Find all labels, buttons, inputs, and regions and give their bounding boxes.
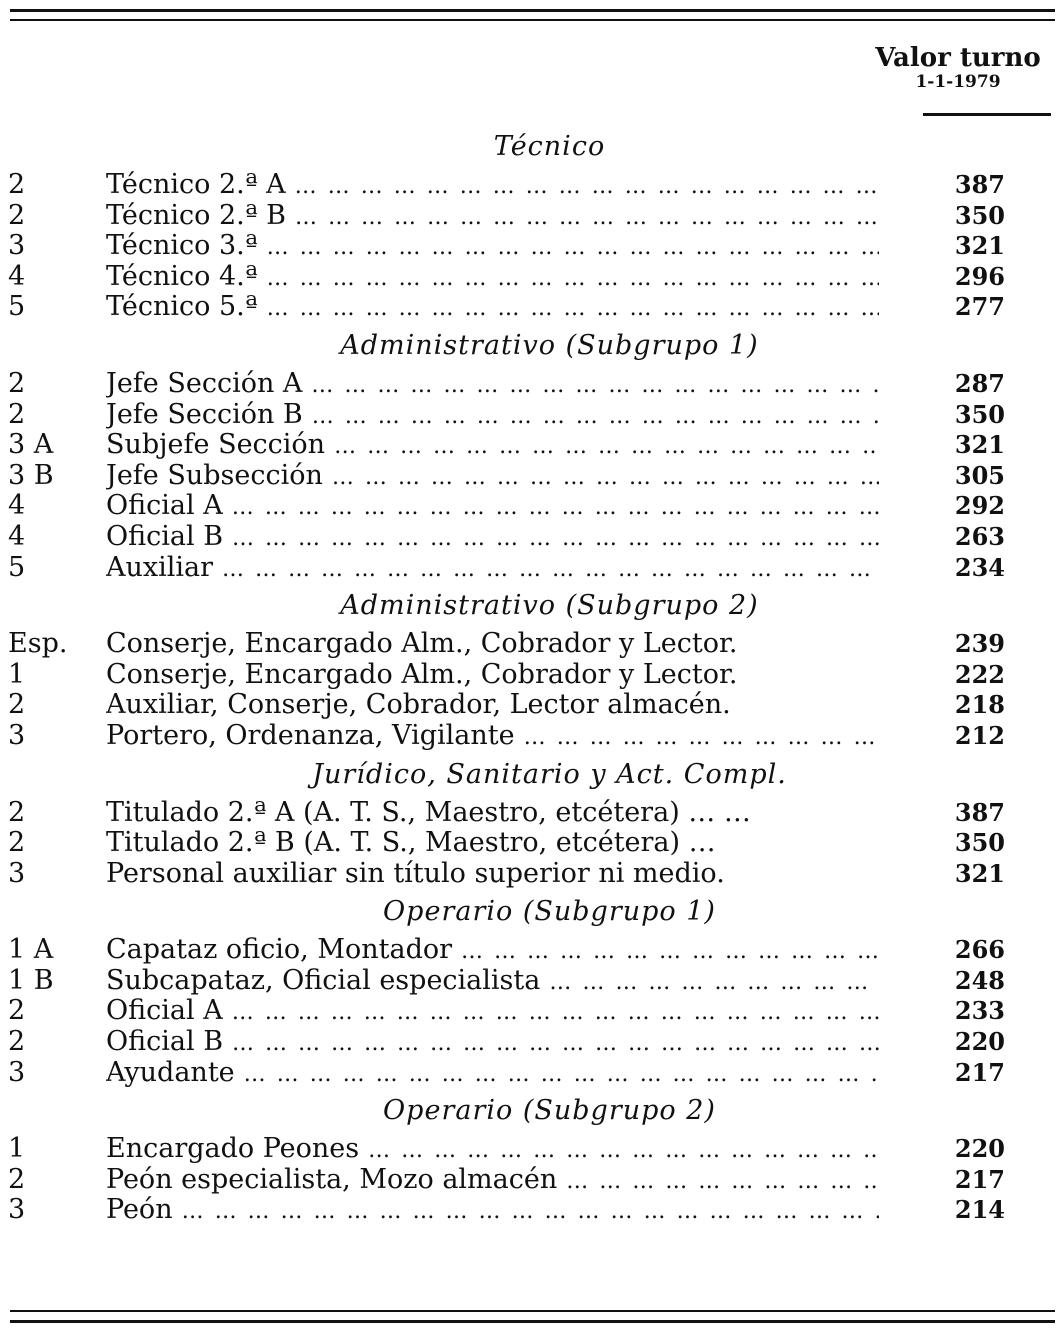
shift-value: 220 [954,1134,1005,1164]
category-description: Subjefe Sección … … … … … … … … … … … … … … … … … … … … … … … … … … … … … … … … … [106,430,879,463]
section-title: Administrativo (Subgrupo 2) [340,590,759,622]
category-description: Auxiliar, Conserje, Cobrador, Lector almacén. [106,690,731,721]
table-row [0,966,1059,997]
shift-value: 217 [954,1164,1005,1194]
table-row [0,996,1059,1027]
shift-value: 305 [954,460,1005,490]
table-row [0,798,1059,829]
category-description: Técnico 3.ª … … … … … … … … … … … … … … … … … … … … … … … … … … … … … … … … … [106,231,879,264]
group-code: 3 [8,230,26,262]
table-row [0,859,1059,890]
group-code: 2 [8,169,26,200]
group-code: 2 [8,995,26,1027]
group-code: 3 [8,1056,26,1088]
value-column-date: 1-1-1979 [915,72,1001,92]
category-description: Oficial B … … … … … … … … … … … … … … … … … … … … … … … … … … … … … … … … … [106,522,879,555]
shift-value: 321 [954,858,1005,888]
section-title: Jurídico, Sanitario y Act. Compl. [312,758,787,790]
category-description: Subcapataz, Oficial especialista … … … … … … … … … … … … … … … … … … … … … … … … … … … … … … … … … [106,966,879,999]
group-code: 2 [8,367,26,399]
shift-value: 387 [954,170,1005,199]
section-title: Operario (Subgrupo 2) [383,1095,716,1127]
shift-value: 350 [954,200,1005,230]
table-row [0,430,1059,461]
section-title: Operario (Subgrupo 1) [383,896,716,928]
category-description: Ayudante … … … … … … … … … … … … … … … … … … … … … … … … … … … … … … … … … [106,1058,879,1091]
section-title: Técnico [493,131,606,162]
value-column-header [863,44,1053,92]
group-code: 2 [8,398,26,430]
category-description: Oficial A … … … … … … … … … … … … … … … … … … … … … … … … … … … … … … … … … [106,996,879,1029]
table-row [0,690,1059,721]
category-description: Jefe Subsección … … … … … … … … … … … … … … … … … … … … … … … … … … … … … … … … … [106,461,879,494]
shift-value: 263 [954,521,1005,551]
value-column-rule [923,113,1051,116]
category-description: Portero, Ordenanza, Vigilante … … … … … … … … … … … … … … … … … … … … … … … … … … … … … … … … … [106,721,879,754]
shift-value: 287 [954,368,1005,398]
shift-value: 218 [954,690,1005,720]
table-row [0,1195,1059,1226]
table-row [0,461,1059,492]
group-code: 2 [8,1163,26,1195]
shift-value: 233 [954,996,1005,1026]
group-code: 1 [8,1133,26,1165]
group-code: 3 [8,719,26,751]
table-row [0,1058,1059,1089]
shift-value: 387 [954,797,1005,827]
table-row [0,1134,1059,1165]
category-description: Técnico 2.ª B … … … … … … … … … … … … … … … … … … … … … … … … … … … … … … … … … [106,201,879,234]
table-row [0,629,1059,660]
category-description: Peón … … … … … … … … … … … … … … … … … … … … … … … … … … … … … … … … … [106,1195,879,1228]
table-row [0,553,1059,584]
shift-value: 350 [954,399,1005,429]
category-description: Capataz oficio, Montador … … … … … … … … … … … … … … … … … … … … … … … … … … … … … … … … … [106,935,879,968]
group-code: 2 [8,199,26,231]
bottom-double-rule-upper [10,1310,1055,1312]
category-description: Técnico 4.ª … … … … … … … … … … … … … … … … … … … … … … … … … … … … … … … … … [106,262,879,295]
shift-value: 214 [954,1195,1005,1225]
category-description: Técnico 2.ª A … … … … … … … … … … … … … … … … … … … … … … … … … … … … … … … … … [106,170,879,203]
category-value-table [0,124,1059,1226]
table-row [0,292,1059,323]
shift-value: 234 [954,552,1005,582]
shift-value: 350 [954,828,1005,858]
group-code: 4 [8,260,26,292]
category-description: Jefe Sección B … … … … … … … … … … … … … … … … … … … … … … … … … … … … … … … … … [106,400,879,433]
table-row [0,491,1059,522]
category-description: Técnico 5.ª … … … … … … … … … … … … … … … … … … … … … … … … … … … … … … … … … [106,292,879,325]
shift-value: 266 [954,935,1005,965]
category-description: Conserje, Encargado Alm., Cobrador y Lector. [106,659,738,690]
category-description: Oficial A … … … … … … … … … … … … … … … … … … … … … … … … … … … … … … … … … [106,491,879,524]
group-code: 3 B [8,459,54,491]
group-code: 5 [8,551,26,583]
category-description: Personal auxiliar sin título superior ni medio. [106,858,725,889]
group-code: 1 B [8,964,54,996]
table-row [0,522,1059,553]
group-code: 3 [8,857,26,889]
category-description: Jefe Sección A … … … … … … … … … … … … … … … … … … … … … … … … … … … … … … … … … [106,369,879,402]
group-code: 2 [8,689,26,721]
table-row [0,828,1059,859]
group-code: 5 [8,291,26,323]
category-description: Encargado Peones … … … … … … … … … … … … … … … … … … … … … … … … … … … … … … … … … [106,1134,879,1167]
table-row [0,1165,1059,1196]
group-code: 4 [8,520,26,552]
group-code: Esp. [8,628,68,660]
table-row [0,660,1059,691]
top-double-rule-lower [10,19,1055,21]
table-row [0,201,1059,232]
shift-value: 217 [954,1057,1005,1087]
group-code: 4 [8,490,26,522]
category-description: Peón especialista, Mozo almacén … … … … … … … … … … … … … … … … … … … … … … … … … … … … … … … … … [106,1165,879,1198]
table-row [0,400,1059,431]
table-row [0,262,1059,293]
table-row [0,231,1059,262]
value-column-title: Valor turno [875,43,1041,73]
table-row [0,369,1059,400]
shift-value: 292 [954,491,1005,521]
shift-value: 277 [954,292,1005,322]
category-description: Conserje, Encargado Alm., Cobrador y Lector. [106,629,738,660]
shift-value: 212 [954,720,1005,750]
category-description: Titulado 2.ª A (A. T. S., Maestro, etcétera) … … [106,797,751,828]
shift-value: 296 [954,261,1005,291]
shift-value: 321 [954,430,1005,460]
group-code: 2 [8,827,26,859]
bottom-double-rule-lower [10,1320,1055,1323]
table-row [0,1027,1059,1058]
group-code: 2 [8,1026,26,1058]
shift-value: 220 [954,1027,1005,1057]
group-code: 1 [8,658,26,690]
shift-value: 239 [954,629,1005,659]
group-code: 2 [8,796,26,828]
category-description: Oficial B … … … … … … … … … … … … … … … … … … … … … … … … … … … … … … … … … [106,1027,879,1060]
shift-value: 222 [954,659,1005,689]
shift-value: 321 [954,231,1005,261]
table-row [0,935,1059,966]
shift-value: 248 [954,965,1005,995]
group-code: 1 A [8,934,54,966]
table-row [0,170,1059,201]
category-description: Titulado 2.ª B (A. T. S., Maestro, etcétera) … [106,828,716,859]
group-code: 3 A [8,429,54,461]
category-description: Auxiliar … … … … … … … … … … … … … … … … … … … … … … … … … … … … … … … … … [106,553,879,586]
table-row [0,721,1059,752]
group-code: 3 [8,1194,26,1226]
top-double-rule-upper [10,9,1055,12]
section-title: Administrativo (Subgrupo 1) [340,329,759,361]
